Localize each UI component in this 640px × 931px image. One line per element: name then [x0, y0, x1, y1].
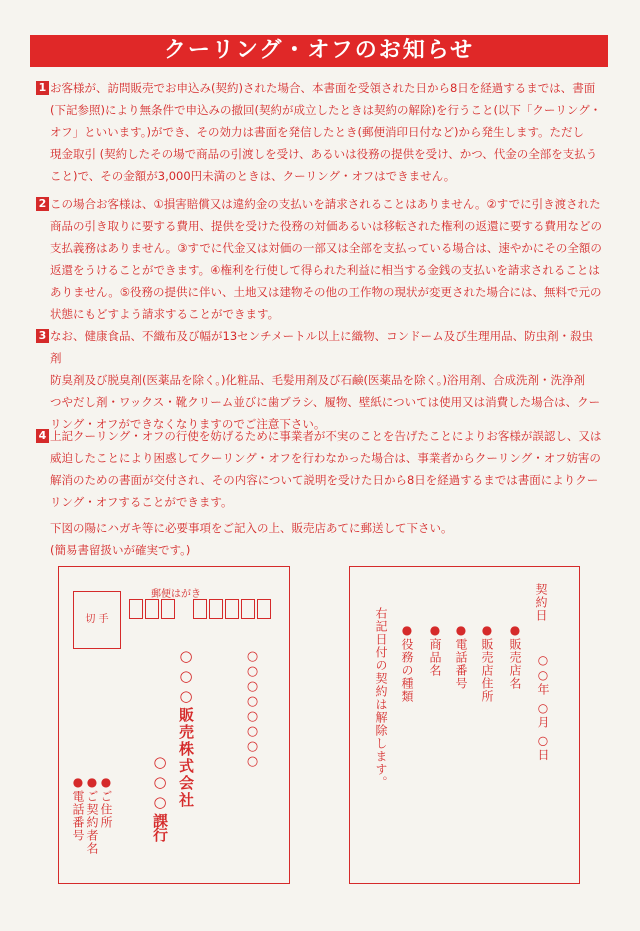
section-line: 支払義務はありません。③すでに代金又は対価の一部又は全部を支払っている場合は、速やかにその全額の: [50, 241, 602, 255]
section-line: この場合お客様は、①損害賠償又は違約金の支払いを請求されることはありません。②すでに引き渡された: [50, 197, 601, 211]
section-line: なお、健康食品、不織布及び幅が13センチメートル以上に織物、コンドーム及び生理用品、防虫剤・殺虫剤: [50, 329, 594, 365]
recipient-department: ○○○課: [151, 753, 169, 830]
section-2: [36, 193, 604, 325]
section-line: 上記クーリング・オフの行使を妨げるために事業者が不実のことを告げたことによりお客様が誤認し、又は: [50, 429, 602, 443]
recipient-address: ○○○○○○○○: [245, 649, 260, 769]
note-line: (簡易書留扱いが確実です。): [50, 543, 191, 557]
section-number: 4: [36, 429, 49, 443]
zip-box: [145, 599, 159, 619]
section-line: リング・オフすることができます。: [50, 495, 233, 509]
contract-field: ● 販売店名: [508, 623, 522, 690]
stamp-box: 切 手: [73, 591, 121, 649]
zip-box: [257, 599, 271, 619]
section-4: [36, 425, 604, 513]
section-number: 1: [36, 81, 49, 95]
section-line: こと)で、その金額が3,000円未満のときは、クーリング・オフはできません。: [50, 169, 456, 183]
recipient-suffix: 行: [151, 827, 169, 844]
zip-box: [161, 599, 175, 619]
section-line: 現金取引 (契約したその場で商品の引渡しを受け、あるいは役務の提供を受け、かつ、代金の全部を支払う: [50, 147, 598, 161]
section-line: 威迫したことにより困惑してクーリング・オフを行わなかった場合は、事業者からクーリング・オフ妨害の: [50, 451, 601, 465]
section-line: ありません。⑤役務の提供に伴い、土地又は建物その他の工作物の現状が変更された場合には、無料で元の: [50, 285, 602, 299]
contract-date-value: ○○年 ○月 ○日: [536, 653, 550, 762]
mailing-note: [50, 517, 610, 561]
contract-field: ● 役務の種類: [400, 623, 414, 703]
section-line: リング・オフができなくなりますのでご注意下さい。: [50, 417, 326, 431]
zip-box: [129, 599, 143, 619]
section-3: [36, 325, 604, 435]
page-title: クーリング・オフのお知らせ: [30, 35, 608, 67]
recipient-company: ○○○販売株式会社: [177, 647, 195, 809]
section-number: 2: [36, 197, 49, 211]
section-line: 返還をうけることができます。④権利を行使して得られた利益に相当する金銭の支払いを請求されることは: [50, 263, 600, 277]
cancellation-statement: 右記日付の契約は解除します。: [374, 607, 388, 789]
section-line: つやだし剤・ワックス・靴クリーム並びに歯ブラシ、履物、壁紙については使用又は消費した場合は、クー: [50, 395, 601, 409]
contract-field: ● 電話番号: [454, 623, 468, 690]
contract-field: ● 商品名: [428, 623, 442, 677]
zip-box: [225, 599, 239, 619]
section-line: 解消のための書面が交付され、その内容について説明を受けた日から8日を経過するまでは書面によりクー: [50, 473, 599, 487]
sender-field: ● ご住所: [99, 775, 113, 829]
section-line: 状態にもどすよう請求することができます。: [50, 307, 280, 321]
contract-date-label: 契約日: [534, 583, 548, 622]
section-line: お客様が、訪問販売でお申込み(契約)された場合、本書面を受領された日から8日を経過するまでは、書面: [50, 81, 596, 95]
section-1: [36, 77, 604, 187]
zip-box: [241, 599, 255, 619]
cancellation-card: [349, 566, 580, 884]
postcard-label: 郵便はがき: [151, 589, 201, 600]
contract-field: ● 販売店住所: [480, 623, 494, 703]
note-line: 下図の陽にハガキ等に必要事項をご記入の上、販売店あてに郵送して下さい。: [50, 521, 453, 535]
section-line: オフ」といいます。)ができ、その効力は書面を発信したとき(郵便消印日付など)から発生します。ただし: [50, 125, 585, 139]
section-number: 3: [36, 329, 49, 343]
zip-box: [209, 599, 223, 619]
zip-box: [193, 599, 207, 619]
section-line: (下記参照)により無条件で申込みの撤回(契約が成立したときは契約の解除)を行うこと(以下「クーリング・: [50, 103, 602, 117]
section-line: 防臭剤及び脱臭剤(医薬品を除く。)化粧品、毛髪用剤及び石鹸(医薬品を除く。)浴用剤、合成洗剤・洗浄剤: [50, 373, 585, 387]
sender-field: ● 電話番号: [71, 775, 85, 842]
postcard-illustration: [58, 566, 290, 884]
section-line: 商品の引き取りに要する費用、提供を受けた役務の対価あるいは移転された権利の返還に要する費用などの: [50, 219, 602, 233]
sender-field: ● ご契約者名: [85, 775, 99, 855]
